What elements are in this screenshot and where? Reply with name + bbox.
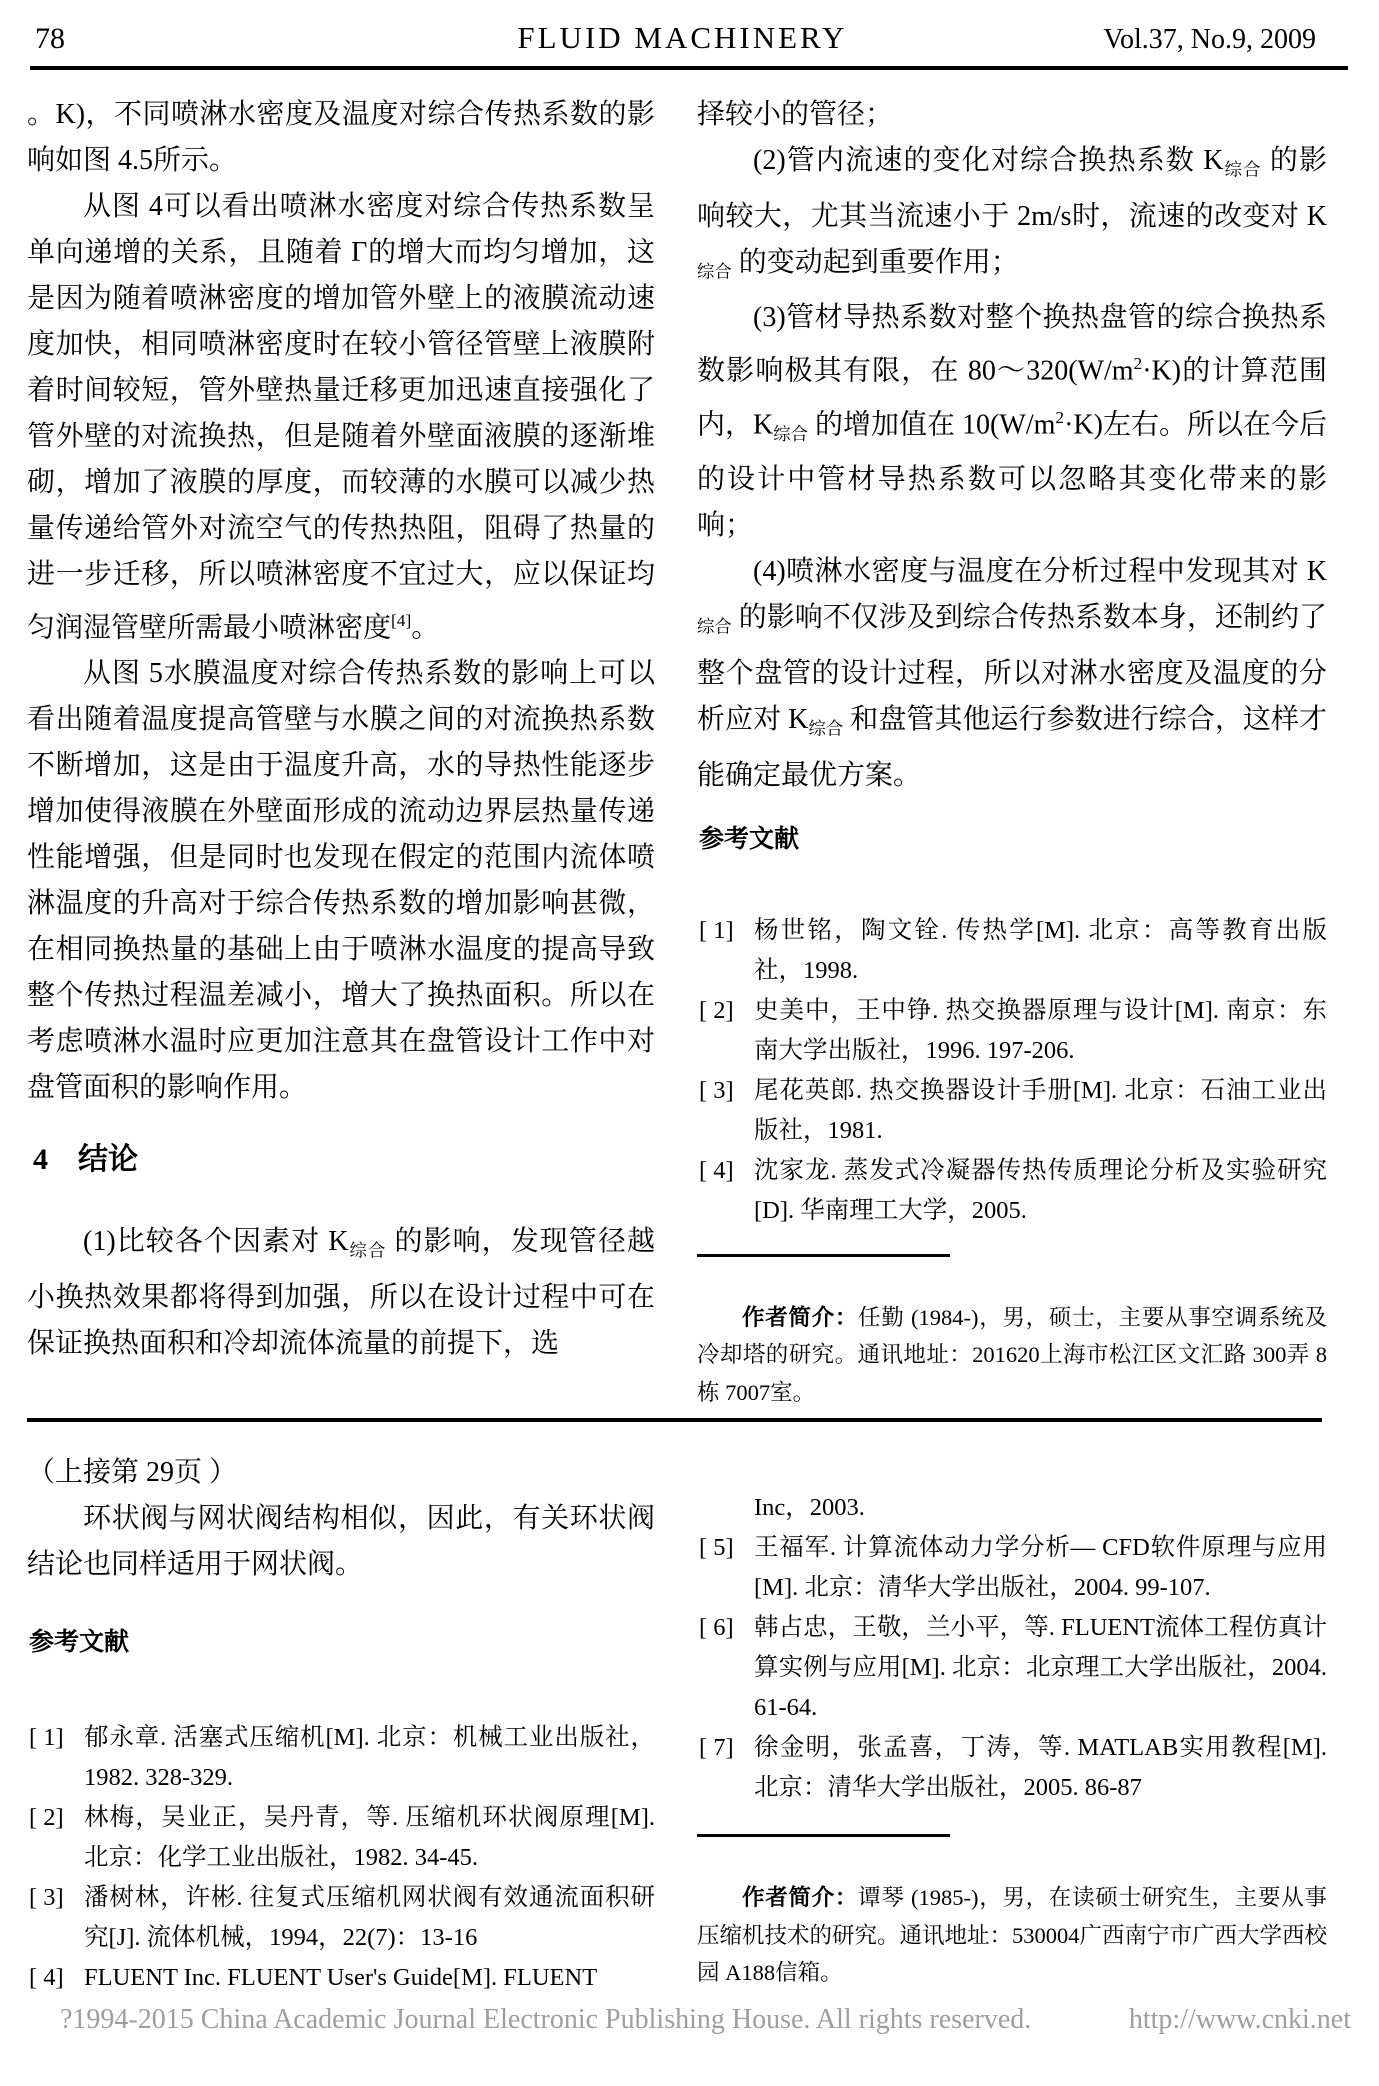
- page-number: 78: [35, 22, 65, 55]
- reference-item: [27, 1878, 655, 1958]
- issue-info: Vol.37, No.9, 2009: [1103, 24, 1316, 55]
- body-paragraph: 从图 5水膜温度对综合传热系数的影响上可以看出随着温度提高管壁与水膜之间的对流换热系数不断增加，这是由于温度升高，水的导热性能逐步增加使得液膜在外壁面形成的流动边界层热量传递性能增强，但是同时也发现在假定的范围内流体喷淋温度的升高对于综合传热系数的增加影响甚微，在相同换热量的基础上由于喷淋水温度的提高导致整个传热过程温差减小，增大了换热面积。所以在考虑喷淋水温时应更加注意其在盘管设计工作中对盘管面积的影响作用。: [27, 658, 655, 1104]
- reference-number: [ 6]: [699, 1614, 734, 1641]
- body-paragraph: 择较小的管径；: [697, 99, 894, 130]
- article-divider-rule: [27, 1418, 1322, 1422]
- conclusion-item: (2)管内流速的变化对综合换热系数 $K_{综合}$ 的影响较大，尤其当流速小于 2m/s时，流速的改变对 $K_{综合}$ 的变动起到重要作用；: [697, 145, 1327, 282]
- reference-number: [ 4]: [699, 1156, 734, 1184]
- reference-number: [ 3]: [29, 1884, 64, 1911]
- reference-item: [697, 911, 1327, 991]
- references-heading: 参考文献: [699, 825, 800, 853]
- body-paragraph: 。K)，不同喷淋水密度及温度对综合传热系数的影响如图 4.5所示。: [27, 99, 655, 176]
- bottom-left-column: [27, 1450, 655, 1998]
- reference-continuation: Inc，2003.: [754, 1494, 865, 1521]
- reference-number: [ 4]: [29, 1964, 64, 1991]
- conclusion-heading: 4 结论: [33, 1143, 138, 1177]
- reference-text: 杨世铭，陶文铨. 传热学[M]. 北京：高等教育出版社，1998.: [754, 916, 1327, 984]
- reference-list: [697, 911, 1327, 1231]
- top-right-column: [697, 92, 1327, 1411]
- reference-item: [697, 1728, 1327, 1808]
- reference-number: [ 3]: [699, 1076, 734, 1104]
- reference-number: [ 1]: [29, 1724, 64, 1751]
- conclusion-item: (3)管材导热系数对整个换热盘管的综合换热系数影响极其有限，在 $80\sim 320(W/m^2\cdot K)$的计算范围内，$K_{综合}$ 的增加值在 $10(W/m^2\cdot K)$左右。所以在今后的设计中管材导热系数可以忽略其变化带来的影响；: [697, 302, 1328, 542]
- reference-text: 徐金明，张孟喜，丁涛，等. MATLAB实用教程[M]. 北京：清华大学出版社，2005. 86-87: [754, 1734, 1327, 1801]
- reference-item: [697, 1608, 1327, 1728]
- author-bio: 作者简介：谭琴 (1985-)，男，在读硕士研究生，主要从事压缩机技术的研究。通讯地址：530004广西南宁市广西大学西校园 A188信箱。: [697, 1885, 1328, 1985]
- watermark-footer: [60, 2003, 1351, 2037]
- reference-text: 郁永章. 活塞式压缩机[M]. 北京：机械工业出版社，1982. 328-329.: [84, 1724, 655, 1791]
- reference-text: 韩占忠，王敬，兰小平，等. FLUENT流体工程仿真计算实例与应用[M]. 北京：北京理工大学出版社，2004. 61-64.: [754, 1614, 1327, 1721]
- reference-number: [ 1]: [699, 916, 734, 944]
- reference-item: [697, 1528, 1327, 1608]
- reference-text: 沈家龙. 蒸发式冷凝器传热传质理论分析及实验研究[D]. 华南理工大学，2005.: [754, 1156, 1327, 1224]
- author-bio-rule: [697, 1254, 950, 1257]
- reference-list: [27, 1718, 655, 1998]
- page-header: [30, 20, 1348, 64]
- reference-number: [ 7]: [699, 1734, 734, 1761]
- reference-text: 潘树林，许彬. 往复式压缩机网状阀有效通流面积研究[J]. 流体机械，1994，22(7)：13-16: [84, 1884, 655, 1951]
- reference-item: [697, 991, 1327, 1071]
- body-paragraph: 环状阀与网状阀结构相似，因此，有关环状阀结论也同样适用于网状阀。: [27, 1503, 655, 1580]
- reference-number: [ 2]: [29, 1804, 64, 1831]
- reference-item: [27, 1718, 655, 1798]
- author-bio: 作者简介：任勤 (1984-)，男，硕士，主要从事空调系统及冷却塔的研究。通讯地址：201620上海市松江区文汇路 300弄 8栋 7007室。: [697, 1304, 1327, 1405]
- reference-text: 王福军. 计算流体动力学分析— CFD软件原理与应用[M]. 北京：清华大学出版社，2004. 99-107.: [754, 1534, 1327, 1601]
- top-left-column: [27, 92, 655, 1367]
- reference-item: [27, 1958, 655, 1998]
- reference-item: [697, 1071, 1327, 1151]
- continued-from-note: （上接第 29页 ）: [27, 1457, 238, 1488]
- reference-number: [ 2]: [699, 996, 734, 1024]
- body-paragraph: 从图 4可以看出喷淋水密度对综合传热系数呈单向递增的关系，且随着 Γ的增大而均匀增加，这是因为随着喷淋密度的增加管外壁上的液膜流动速度加快，相同喷淋密度时在较小管径管壁上液膜附着时间较短，管外壁热量迁移更加迅速直接强化了管外壁的对流换热，但是随着外壁面液膜的逐渐堆砌，增加了液膜的厚度，而较薄的水膜可以减少热量传递给管外对流空气的传热热阻，阻碍了热量的进一步迁移，所以喷淋密度不宜过大，应以保证均匀润湿管壁所需最小喷淋密度[4]。: [27, 191, 655, 644]
- reference-text: 尾花英郎. 热交换器设计手册[M]. 北京：石油工业出版社，1981.: [754, 1076, 1327, 1144]
- reference-number: [ 5]: [699, 1534, 734, 1561]
- reference-list: [697, 1488, 1327, 1808]
- conclusion-item: (4)喷淋水密度与温度在分析过程中发现其对 $K_{综合}$ 的影响不仅涉及到综合传热系数本身，还制约了整个盘管的设计过程，所以对淋水密度及温度的分析应对 $K_{综合}$ 和盘管其他运行参数进行综合，这样才能确定最优方案。: [697, 556, 1327, 791]
- reference-text: FLUENT Inc. FLUENT User's Guide[M]. FLUENT: [84, 1964, 598, 1991]
- conclusion-item: (1)比较各个因素对 $K_{综合}$ 的影响，发现管径越小换热效果都将得到加强，所以在设计过程中可在保证换热面积和冷却流体流量的前提下，选: [27, 1226, 655, 1359]
- author-bio-rule: [697, 1834, 950, 1837]
- reference-text: 史美中，王中铮. 热交换器原理与设计[M]. 南京：东南大学出版社，1996. 197-206.: [754, 996, 1327, 1064]
- copyright-text: ?1994-2015 China Academic Journal Electronic Publishing House. All rights reserved.: [60, 2004, 1032, 2035]
- references-heading: 参考文献: [29, 1629, 130, 1656]
- bottom-right-column: [697, 1450, 1327, 1992]
- reference-text: 林梅，吴业正，吴丹青，等. 压缩机环状阀原理[M]. 北京：化学工业出版社，1982. 34-45.: [84, 1804, 655, 1871]
- cnki-url: http://www.cnki.net: [1128, 2004, 1351, 2035]
- reference-item: [27, 1798, 655, 1878]
- header-rule: [30, 66, 1348, 70]
- journal-title: FLUID MACHINERY: [517, 20, 848, 55]
- reference-item: [697, 1151, 1327, 1231]
